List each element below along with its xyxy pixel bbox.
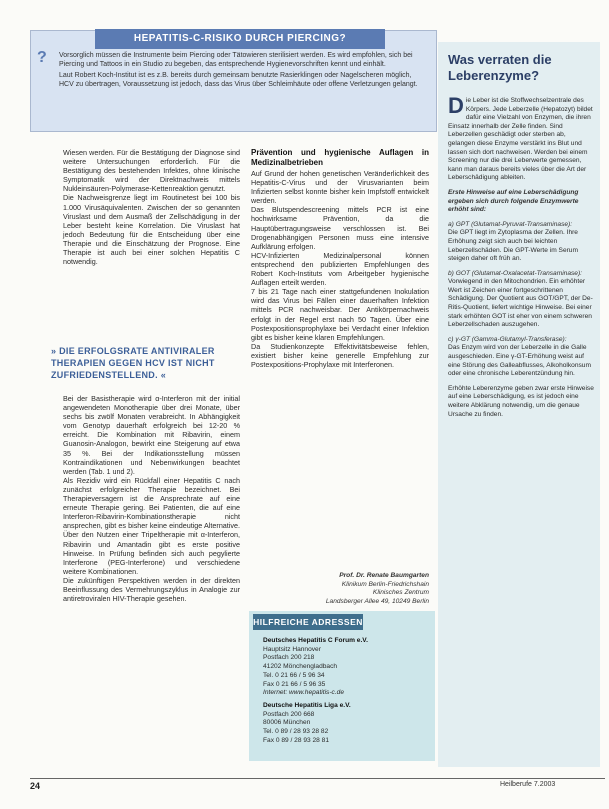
body-paragraph: Als Rezidiv wird ein Rückfall einer Hepatitis C nach zunächst erfolgreicher Therapie bezeichnet. Bei Therapieversagern ist die Ansprechrate auf eine erneute Therapie gering. Bei Patienten, die auf eine Interferon-Ribavirin-Kombinationstherapie nicht ansprechen, gibt es bisher keine eindeutige Alternative. Über den Nutzen einer Tripeltherapie mit α-Interferon, Ribavirin und Amantadin gibt es erste positive Hinweise. In Prüfung befinden sich auch pegylierte Interferone (PEG-Interferone) und verschiedene weitere Kombinationen. (63, 475, 240, 576)
org-name: Deutsches Hepatitis C Forum e.V. (263, 637, 368, 644)
address-line: 41202 Mönchengladbach (263, 663, 338, 671)
body-paragraph: Auf Grund der hohen genetischen Veränderlichkeit des Hepatitis-C-Virus und der Virusvarianten beim Infizierten selbst konnte bisher kein Impfstoff entwickelt werden. (251, 169, 429, 206)
author-name: Prof. Dr. Renate Baumgarten (339, 572, 429, 579)
section-heading: Prävention und hygienische Auflagen in Medizinalbetrieben (251, 148, 429, 167)
body-paragraph: Bei der Basistherapie wird α-Interferon mit der initial angewendeten Monotherapie über drei Monate, über sechs bis zwölf Monaten verabreicht. In Abhängigkeit vom Genotyp dauerhaft erfolgreich bei 12-20 % erreicht. Die Kombination mit Ribavirin, einem Guanosin-Analogon, bewirkt eine Steigerung auf etwa 35 %. Bei der Indikationsstellung müssen Kontraindikationen und Nebenwirkungen beachtet werden (Tab. 1 und 2). (63, 394, 240, 476)
addresses-box (249, 611, 435, 761)
journal-name: Heilberufe 7.2003 (500, 781, 556, 788)
address-line: Fax 0 89 / 28 93 28 81 (263, 736, 329, 744)
author-affiliation: Klinikum Berlin-Friedrichshain (341, 580, 429, 588)
question-icon: ? (37, 49, 47, 66)
enzyme-text: Vorwiegend in den Mitochondrien. Ein erhöhter Wert ist Zeichen einer fortgeschrittenen Schädigung. Der Quotient aus GOT/GPT, der De-Ritis-Quotient, liefert wichtige Hinweise. Bei einer stark erhöhten GOT ist eher von einem schweren Leberzellschaden auszugehen. (448, 278, 593, 329)
addresses-list (263, 637, 428, 749)
sidebar-title: Was verraten die Leberenzyme? (448, 52, 552, 83)
address-line: Hauptsitz Hannover (263, 645, 321, 653)
pull-quote: » DIE ERFOLGSRATE ANTIVIRALER THERAPIEN GEGEN HCV IST NICHT ZUFRIEDENSTELLEND. « (51, 346, 215, 380)
author-signature (251, 572, 429, 606)
enzyme-item (448, 336, 594, 379)
enzyme-title: b) GOT (Glutamat-Oxalacetat-Transaminase): (448, 269, 582, 277)
info-paragraph: Vorsorglich müssen die Instrumente beim Piercing oder Tätowieren sterilisiert werden. Es wird empfohlen, sich bei Piercing und Tattoos in ein Studio zu begeben, das entsprechende Hygienevorschriften kennt und einhält. (59, 52, 413, 68)
addresses-title: HILFREICHE ADRESSEN (253, 614, 363, 630)
body-paragraph: 7 bis 21 Tage nach einer stattgefundenen Inokulation wird das Virus bei Fällen einer dauerhaften Infektion mittels PCR nachweisbar. Der Antikörpernachweis erfolgt in der Regel erst nach 50 Tagen. Über eine Postexpositionsprophylaxe bei Verdacht einer Infektion gibt es bisher keine klaren Empfehlungen. (251, 287, 429, 342)
body-paragraph: Das Blutspendescreening mittels PCR ist eine hochwirksame Prävention, da die Hauptübertragungsweise verschlossen ist. Bei Drogenabhängigen Personen muss eine intensive Aufklärung erfolgen. (251, 205, 429, 251)
address-line: Postfach 200 218 (263, 654, 315, 662)
page-number: 24 (30, 781, 41, 791)
enzyme-item (448, 270, 594, 330)
info-box-title: HEPATITIS-C-RISIKO DURCH PIERCING? (95, 29, 385, 49)
address-line: 80006 München (263, 719, 311, 727)
info-box-text (59, 51, 419, 91)
address-line: Tel. 0 21 66 / 5 96 34 (263, 671, 325, 679)
address-entry (263, 702, 428, 746)
enzyme-sidebar (438, 42, 600, 767)
column-1-bottom (63, 394, 240, 603)
address-line: Tel. 0 89 / 28 93 28 82 (263, 728, 329, 736)
address-line: Fax 0 21 66 / 5 96 35 (263, 680, 326, 688)
enzyme-title: a) GPT (Glutamat-Pyruvat-Transaminase): (448, 220, 573, 228)
author-affiliation: Klinisches Zentrum (372, 589, 429, 596)
body-paragraph: Die zukünftigen Perspektiven werden in der direkten Beeinflussung des Vermehrungszyklus in Analogie zur antiretroviralen HIV-Therapie gesehen. (63, 575, 240, 604)
body-paragraph: Da Studienkonzepte Effektivitätsbeweise fehlen, existiert bisher keine generelle Empfehlung zur Postexpositions-Prophylaxe mit Interferonen. (251, 341, 429, 369)
sidebar-intro (448, 93, 594, 183)
column-1-top (63, 148, 240, 266)
column-2 (251, 148, 429, 369)
body-paragraph: Wiesen werden. Für die Bestätigung der Diagnose sind weitere Untersuchungen erforderlich. Für die Bestätigung des bestehenden Infektes, ohne klinische Symptomatik wird der Direktnachweis mittels Nukleinsäuren-Polymerase-Kettenreaktion genutzt. (63, 148, 240, 194)
address-entry (263, 637, 428, 698)
body-paragraph: HCV-Infizierten Medizinalpersonal können entsprechend den publizierten Empfehlungen des Robert Koch-Instituts vom Arbeitgeber hygienische Auflagen erteilt werden. (251, 250, 429, 288)
intro-text: ie Leber ist die Stoffwechselzentrale des Körpers. Jede Leberzelle (Hepatozyt) bildet dafür eine Vielzahl von Enzymen, die ihren Einsatz innerhalb der Zelle finden. Sind Leberzellen geschädigt oder sterben ab, gelangen diese Enzyme verstärkt ins Blut und lassen sich dort nachweisen. Werden bei einem Screening nur die drei Leberwerte gemessen, kann man daraus bereits vieles über die Art der Leberschädigung ableiten. (448, 97, 593, 182)
enzyme-text: Die GPT liegt im Zytoplasma der Zellen. Ihre Erhöhung zeigt sich auch bei leichten Leberzellschäden. Die GPT-Werte im Serum steigen daher oft früh an. (448, 229, 578, 263)
address-line: Postfach 200 668 (263, 710, 315, 718)
enzyme-text: Das Enzym wird von der Leberzelle in die Galle ausgeschieden. Eine γ-GT-Erhöhung weist auf eine Störung des Galleabflusses, Alkoholkonsum oder eine chronische Leberentzündung hin. (448, 344, 591, 378)
enzyme-title: c) γ-GT (Gamma-Glutamyl-Transferase): (448, 335, 567, 343)
website-link[interactable]: Internet: www.hepatitis-c.de (263, 689, 344, 697)
info-box-piercing (30, 30, 437, 132)
sidebar-question: Erste Hinweise auf eine Leberschädigung ergeben sich durch folgende Enzymwerte erhöht sind: (448, 188, 579, 214)
sidebar-text (448, 93, 594, 425)
drop-cap: D (448, 93, 464, 118)
body-paragraph: Die Nachweisgrenze liegt im Routinetest bei 100 bis 1.000 Virusäquivalenten. Zwischen der so genannten Viruslast und dem Ausmaß der Zellschädigung in der Leber besteht keine Korrelation. Die Viruslast hat jedoch Bedeutung für die Entscheidung über eine Therapie und die Einschätzung der Prognose. Eine Therapie ist auch bei einer solchen Hepatitis C notwendig. (63, 193, 240, 267)
info-paragraph: Laut Robert Koch-Institut ist es z.B. bereits durch gemeinsam benutzte Rasierklingen oder Nagelscheren möglich, HCV zu übertragen, Voraussetzung ist jedoch, dass das Virus über Schleimhäute oder offene Verletzungen gelangt. (59, 72, 418, 88)
author-affiliation: Landsberger Allee 49, 10249 Berlin (325, 597, 429, 605)
sidebar-closing: Erhöhte Leberenzyme geben zwar erste Hinweise auf eine Leberschädigung, es ist jedoch eine weitere Abklärung notwendig, um die genaue Ursache zu finden. (448, 384, 594, 418)
footer-rule (30, 778, 605, 779)
org-name: Deutsche Hepatitis Liga e.V. (263, 701, 351, 709)
enzyme-item (448, 221, 594, 264)
